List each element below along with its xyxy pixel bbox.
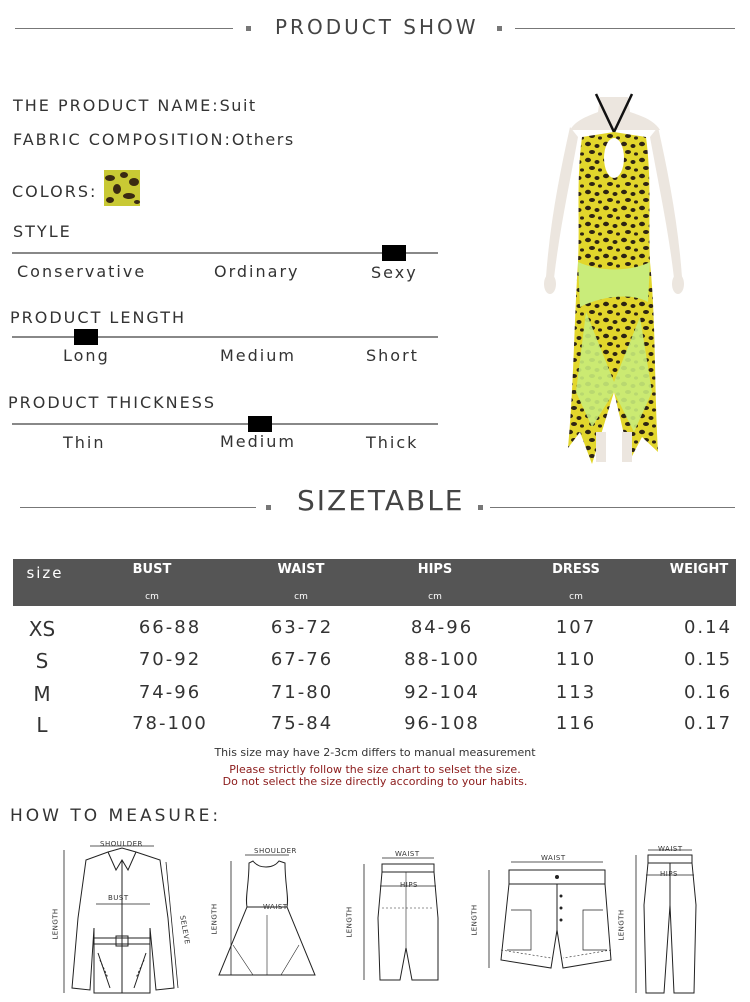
jacket-sleeve-label: SELEVE (178, 914, 192, 946)
jacket-shoulder-label: SHOULDER (100, 840, 143, 848)
warning-line-1: Please strictly follow the size chart to selset the size. (229, 763, 521, 776)
dress-diagram (210, 845, 321, 985)
header-hips: HIPS (417, 562, 453, 577)
bust-cell: 70-92 (138, 649, 202, 670)
product-name-label: THE PRODUCT NAME: (13, 96, 220, 115)
size-cell: M (33, 682, 51, 706)
header-dress: DRESS (552, 562, 600, 577)
thickness-option-thin: Thin (63, 433, 106, 452)
bust-cell: 66-88 (138, 617, 202, 638)
thickness-title: PRODUCT THICKNESS (8, 393, 216, 412)
hips-cell: 92-104 (404, 682, 480, 703)
thickness-option-medium: Medium (220, 432, 296, 451)
shorts-length-label: LENGTH (470, 904, 479, 936)
waist-cell: 71-80 (270, 682, 334, 703)
skirt-waist-label: WAIST (395, 850, 420, 858)
sizetable-dot-left (266, 505, 271, 510)
thickness-option-thick: Thick (366, 433, 419, 452)
pants-icon (622, 845, 712, 997)
dress-cell: 107 (555, 617, 597, 638)
shorts-waist-label: WAIST (541, 854, 566, 862)
pants-hips-label: HIPS (660, 870, 678, 878)
style-title: STYLE (13, 222, 72, 241)
length-option-medium: Medium (220, 346, 296, 365)
unit-waist: cm (294, 592, 308, 602)
weight-cell: 0.16 (683, 682, 733, 703)
fabric-label: FABRIC COMPOSITION: (13, 130, 232, 149)
measurement-note: This size may have 2-3cm differs to manual measurement (214, 746, 536, 759)
style-option-conservative: Conservative (17, 262, 147, 281)
unit-hips: cm (428, 592, 442, 602)
leopard-halter-dress-icon (530, 92, 700, 470)
length-title: PRODUCT LENGTH (10, 308, 187, 327)
header-dot-left (246, 26, 251, 31)
shorts-icon (475, 850, 615, 980)
header-rule-left (15, 28, 233, 29)
bust-cell: 78-100 (132, 713, 208, 734)
sizetable-rule-left (20, 507, 256, 508)
pants-waist-label: WAIST (658, 845, 683, 853)
colors-label: COLORS: (12, 182, 98, 201)
header-bust: BUST (132, 562, 172, 577)
length-option-long: Long (63, 346, 110, 365)
product-name-field (13, 96, 257, 115)
dress-length-label: LENGTH (210, 903, 219, 935)
waist-cell: 63-72 (270, 617, 334, 638)
jacket-length-label: LENGTH (51, 908, 60, 940)
hips-cell: 84-96 (410, 617, 474, 638)
dress-waist-label: WAIST (263, 903, 288, 911)
warning-line-2: Do not select the size directly according to your habits. (222, 775, 528, 788)
header-size: size (26, 564, 64, 582)
dress-cell: 116 (555, 713, 597, 734)
unit-dress: cm (569, 592, 583, 602)
color-swatch-leopard[interactable] (104, 170, 140, 206)
sizetable-rule-right (490, 507, 735, 508)
jacket-bust-label: BUST (108, 894, 129, 902)
length-marker (74, 329, 98, 345)
header-waist: WAIST (277, 562, 325, 577)
bust-cell: 74-96 (138, 682, 202, 703)
thickness-scale-line (12, 423, 438, 425)
header-dot-right (497, 26, 502, 31)
style-option-ordinary: Ordinary (214, 262, 300, 281)
pants-length-label: LENGTH (617, 909, 626, 941)
unit-bust: cm (145, 592, 159, 602)
thickness-marker (248, 416, 272, 432)
jacket-diagram (50, 838, 195, 998)
page-title: PRODUCT SHOW (275, 15, 479, 39)
hips-cell: 96-108 (404, 713, 480, 734)
size-cell: S (35, 649, 49, 673)
product-image[interactable] (530, 92, 700, 470)
sizetable-title: SIZETABLE (297, 484, 465, 517)
skirt-icon (340, 848, 450, 988)
size-cell: XS (28, 617, 56, 641)
weight-cell: 0.17 (683, 713, 733, 734)
waist-cell: 67-76 (270, 649, 334, 670)
style-option-sexy: Sexy (371, 263, 418, 282)
sizetable-dot-right (478, 505, 483, 510)
hips-cell: 88-100 (404, 649, 480, 670)
shorts-diagram (470, 850, 615, 980)
dress-icon (210, 845, 321, 985)
style-marker (382, 245, 406, 261)
jacket-icon (50, 838, 195, 998)
how-to-measure-title: HOW TO MEASURE: (10, 806, 222, 826)
size-cell: L (36, 713, 48, 737)
header-rule-right (515, 28, 735, 29)
dress-cell: 110 (555, 649, 597, 670)
header-weight: WEIGHT (669, 562, 729, 577)
dress-cell: 113 (555, 682, 597, 703)
skirt-length-label: LENGTH (345, 906, 354, 938)
weight-cell: 0.14 (683, 617, 733, 638)
size-table-header (13, 559, 736, 606)
waist-cell: 75-84 (270, 713, 334, 734)
skirt-diagram (340, 848, 450, 988)
fabric-field (13, 130, 295, 149)
skirt-hips-label: HIPS (400, 881, 418, 889)
fabric-value: Others (231, 130, 295, 149)
pants-diagram (617, 845, 712, 997)
dress-shoulder-label: SHOULDER (254, 847, 297, 855)
length-option-short: Short (366, 346, 419, 365)
product-name-value: Suit (219, 96, 257, 115)
style-scale-line (12, 252, 438, 254)
weight-cell: 0.15 (683, 649, 733, 670)
